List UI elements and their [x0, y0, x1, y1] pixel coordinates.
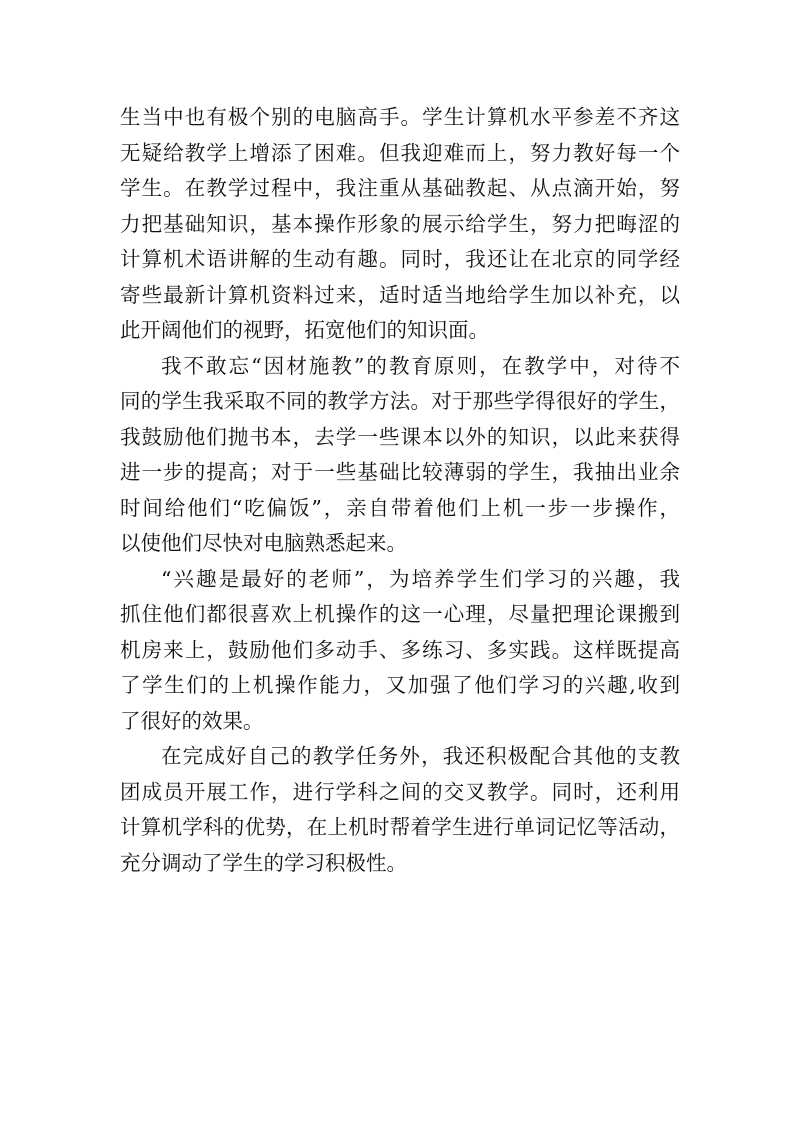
- text-line: 充分调动了学生的学习积极性。: [120, 850, 407, 875]
- paragraph-4: [120, 739, 680, 881]
- text-line: “兴趣是最好的老师”，为培养学生们学习的兴趣，我: [161, 566, 680, 591]
- text-line: 我鼓励他们抛书本，去学一些课本以外的知识，以此来获得: [120, 424, 680, 449]
- text-line: 在完成好自己的教学任务外，我还积极配合其他的支教: [161, 744, 680, 768]
- text-line: 抓住他们都很喜欢上机操作的这一心理，尽量把理论课搬到: [120, 602, 680, 626]
- text-line: 生当中也有极个别的电脑高手。学生计算机水平参差不齐这: [120, 105, 680, 129]
- text-line: 机房来上，鼓励他们多动手、多练习、多实践。这样既提高: [120, 637, 680, 662]
- text-line: 了很好的效果。: [120, 708, 264, 733]
- text-line: 了学生们的上机操作能力，又加强了他们学习的兴趣,收到: [120, 673, 680, 697]
- text-line: 以使他们尽快对电脑熟悉起来。: [120, 531, 407, 555]
- text-line: 进一步的提高；对于一些基础比较薄弱的学生，我抽出业余: [120, 460, 680, 484]
- paragraph-2: [120, 349, 680, 562]
- paragraph-3: [120, 562, 680, 740]
- text-line: 同的学生我采取不同的教学方法。对于那些学得很好的学生，: [120, 389, 680, 413]
- text-line: 学生。在教学过程中，我注重从基础教起、从点滴开始，努: [120, 176, 680, 200]
- text-line: 无疑给教学上增添了困难。但我迎难而上，努力教好每一个: [120, 140, 680, 165]
- text-line: 团成员开展工作，进行学科之间的交叉教学。同时，还利用: [120, 779, 680, 804]
- text-line: 计算机学科的优势，在上机时帮着学生进行单词记忆等活动，: [120, 815, 680, 839]
- text-line: 我不敢忘“因材施教”的教育原则，在教学中，对待不: [161, 353, 680, 378]
- body-text: [120, 100, 680, 881]
- text-line: 力把基础知识，基本操作形象的展示给学生，努力把晦涩的: [120, 211, 680, 236]
- text-line: 此开阔他们的视野，拓宽他们的知识面。: [120, 318, 489, 342]
- text-line: 计算机术语讲解的生动有趣。同时，我还让在北京的同学经: [120, 247, 680, 271]
- paragraph-1: [120, 100, 680, 349]
- text-line: 时间给他们“吃偏饭”，亲自带着他们上机一步一步操作，: [120, 495, 680, 520]
- text-line: 寄些最新计算机资料过来，适时适当地给学生加以补充，以: [120, 282, 680, 307]
